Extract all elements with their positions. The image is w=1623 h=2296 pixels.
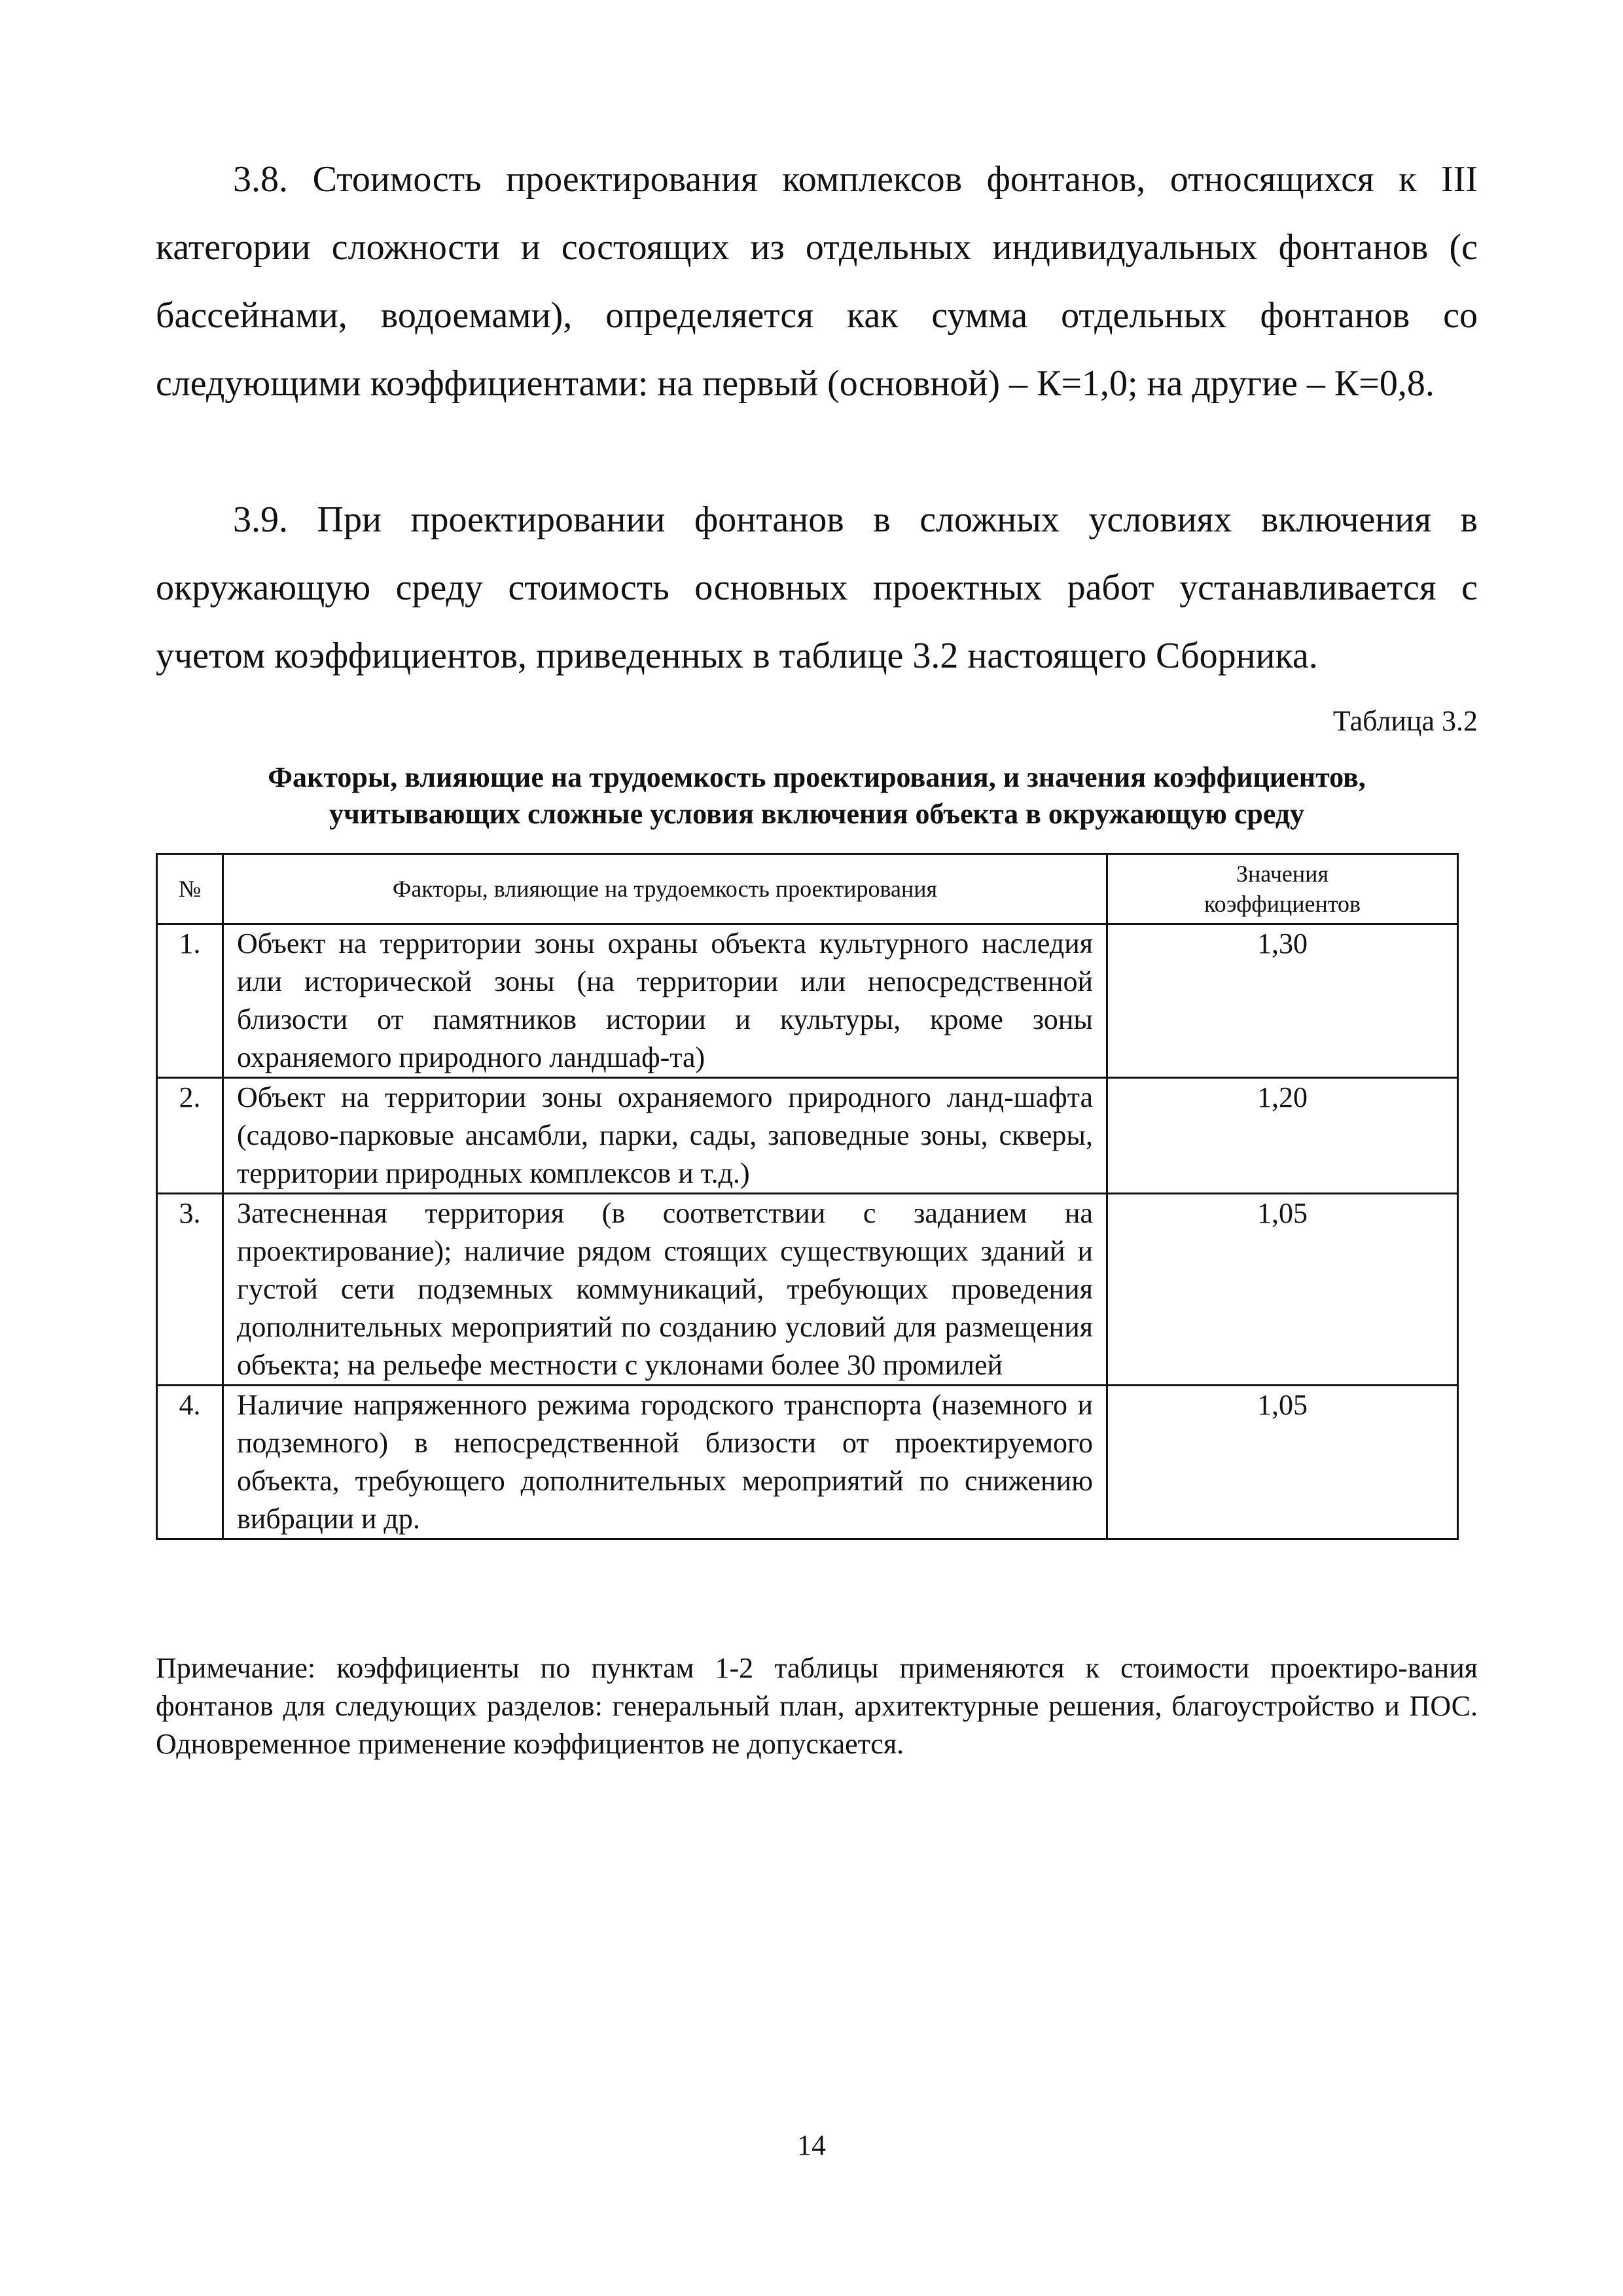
paragraph-3-9: 3.9. При проектировании фонтанов в сложных условиях включения в окружающую среду стоимость основных проектных работ устанавливается с учетом коэффициентов, приведенных в таблице 3.2 настоящего Сборника. — [156, 499, 1478, 676]
page-number: 14 — [797, 2129, 826, 2161]
factors-table — [156, 853, 1459, 1540]
table-title-line-2: учитывающих сложные условия включения объекта в окружающую среду — [329, 798, 1305, 830]
table-note: Примечание: коэффициенты по пунктам 1-2 таблицы применяются к стоимости проектиро-вания фонтанов для следующих разделов: генеральный план, архитектурные решения, благоустройство и ПОС. Одновременное применение коэффициентов не допускается. — [156, 1652, 1478, 1760]
row-factor: Объект на территории зоны охраны объекта культурного наследия или исторической зоны (на территории или непосредственной близости от памятников истории и культуры, кроме зоны охраняемого природного ландшаф-та) — [223, 924, 1107, 1078]
row-factor: Затесненная территория (в соответствии с заданием на проектирование); наличие рядом стоящих существующих зданий и густой сети подземных коммуникаций, требующих проведения дополнительных мероприятий по созданию условий для размещения объекта; на рельефе местности с уклонами более 30 промилей — [223, 1194, 1107, 1386]
row-factor: Объект на территории зоны охраняемого природного ланд-шафта (садово-парковые ансамбли, парки, сады, заповедные зоны, скверы, территории природных комплексов и т.д.) — [223, 1078, 1107, 1194]
table-row — [157, 924, 1458, 1078]
header-number: № — [157, 854, 223, 924]
row-coefficient: 1,20 — [1107, 1078, 1458, 1194]
row-factor: Наличие напряженного режима городского транспорта (наземного и подземного) в непосредственной близости от проектируемого объекта, требующего дополнительных мероприятий по снижению вибрации и др. — [223, 1386, 1107, 1539]
table-header-row — [157, 854, 1458, 924]
table-row — [157, 1078, 1458, 1194]
row-number: 2. — [157, 1078, 223, 1194]
header-coefficient — [1107, 854, 1458, 924]
row-coefficient: 1,05 — [1107, 1386, 1458, 1539]
table-row — [157, 1386, 1458, 1539]
table-row — [157, 1194, 1458, 1386]
row-coefficient: 1,30 — [1107, 924, 1458, 1078]
header-coefficient-line-2: коэффициентов — [1204, 891, 1361, 917]
paragraph-3-8: 3.8. Стоимость проектирования комплексов фонтанов, относящихся к III категории сложности и состоящих из отдельных индивидуальных фонтанов (с бассейнами, водоемами), определяется как сумма отдельных фонтанов со следующими коэффициентами: на первый (основной) – К=1,0; на другие – К=0,8. — [156, 159, 1478, 404]
table-caption: Таблица 3.2 — [1332, 705, 1478, 737]
header-factor: Факторы, влияющие на трудоемкость проектирования — [223, 854, 1107, 924]
row-number: 1. — [157, 924, 223, 1078]
header-coefficient-line-1: Значения — [1236, 861, 1329, 887]
table-title — [156, 759, 1478, 833]
row-number: 3. — [157, 1194, 223, 1386]
row-number: 4. — [157, 1386, 223, 1539]
row-coefficient: 1,05 — [1107, 1194, 1458, 1386]
table-title-line-1: Факторы, влияющие на трудоемкость проектирования, и значения коэффициентов, — [268, 761, 1366, 793]
